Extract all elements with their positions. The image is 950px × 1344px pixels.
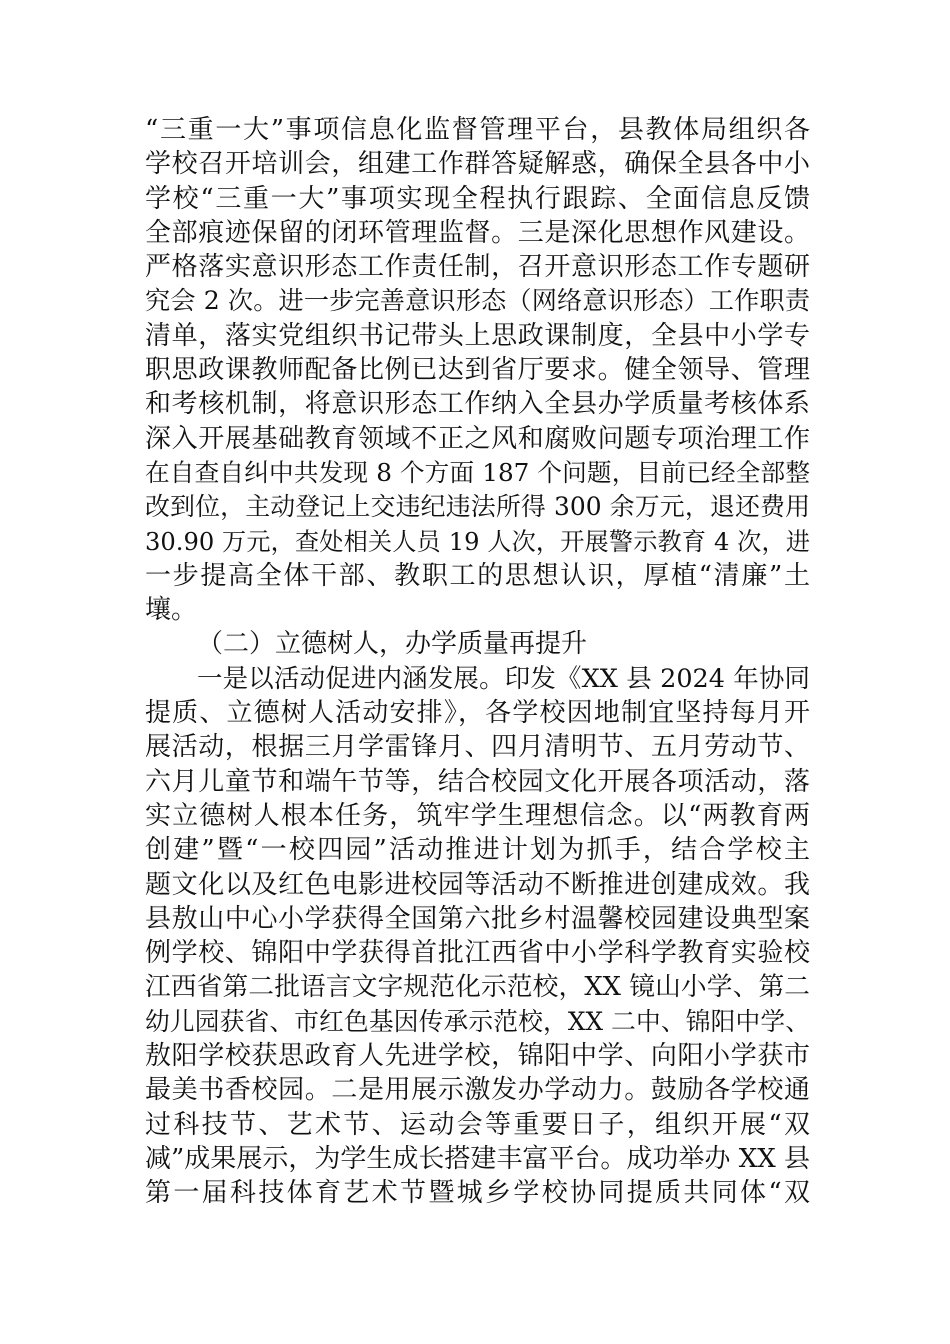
text-line: 改到位，主动登记上交违纪违法所得 300 余万元，退还费用 [145, 492, 810, 522]
text-line: 学校召开培训会，组建工作群答疑解惑，确保全县各中小 [145, 149, 810, 180]
text-line: 全部痕迹保留的闭环管理监督。三是深化思想作风建设。 [145, 217, 810, 248]
text-line: 提质、立德树人活动安排》，各学校因地制宜坚持每月开 [145, 698, 810, 729]
text-line: 最美书香校园。二是用展示激发办学动力。鼓励各学校通 [145, 1075, 810, 1106]
text-line: 深入开展基础教育领域不正之风和腐败问题专项治理工作 [145, 423, 810, 454]
text-line: 过科技节、艺术节、运动会等重要日子，组织开展“双 [145, 1109, 810, 1140]
text-line: 展活动，根据三月学雷锋月、四月清明节、五月劳动节、 [145, 732, 810, 763]
text-line: 在自查自纠中共发现 8 个方面 187 个问题，目前已经全部整 [145, 457, 810, 487]
text-line: 壤。 [145, 595, 198, 626]
text-line: 一是以活动促进内涵发展。印发《XX 县 2024 年协同 [197, 663, 810, 694]
text-line: 一步提高全体干部、教职工的思想认识，厚植“清廉”土 [145, 560, 810, 591]
text-line: 和考核机制，将意识形态工作纳入全县办学质量考核体系 [145, 389, 810, 420]
text-line: 例学校、锦阳中学获得首批江西省中小学科学教育实验校 [145, 938, 810, 969]
body-text [145, 113, 810, 1211]
text-line: 学校“三重一大”事项实现全程执行跟踪、全面信息反馈 [145, 183, 810, 214]
text-line: 职思政课教师配备比例已达到省厅要求。健全领导、管理 [145, 355, 810, 386]
text-line: “三重一大”事项信息化监督管理平台，县教体局组织各 [145, 115, 810, 145]
text-line: 题文化以及红色电影进校园等活动不断推进创建成效。我 [145, 869, 810, 900]
text-line: 30.90 万元，查处相关人员 19 人次，开展警示教育 4 次，进 [145, 527, 810, 556]
text-line: 清单，落实党组织书记带头上思政课制度，全县中小学专 [145, 320, 810, 351]
text-line: 严格落实意识形态工作责任制，召开意识形态工作专题研 [145, 252, 810, 283]
text-line: 究会 2 次。进一步完善意识形态（网络意识形态）工作职责 [145, 286, 810, 316]
text-line: 创建”暨“一校四园”活动推进计划为抓手，结合学校主 [145, 835, 810, 866]
text-line: 敖阳学校获思政育人先进学校，锦阳中学、向阳小学获市 [145, 1041, 810, 1072]
text-line: 实立德树人根本任务，筑牢学生理想信念。以“两教育两 [145, 800, 810, 831]
text-line: 六月儿童节和端午节等，结合校园文化开展各项活动，落 [145, 766, 810, 797]
text-line: 第一届科技体育艺术节暨城乡学校协同提质共同体“双 [145, 1178, 810, 1209]
text-line: 减”成果展示，为学生成长搭建丰富平台。成功举办 XX 县 [145, 1143, 810, 1174]
section-heading: （二）立德树人，办学质量再提升 [197, 629, 588, 660]
text-line: 县敖山中心小学获得全国第六批乡村温馨校园建设典型案 [145, 903, 810, 934]
text-line: 幼儿园获省、市红色基因传承示范校，XX 二中、锦阳中学、 [145, 1006, 810, 1036]
text-line: 江西省第二批语言文字规范化示范校，XX 镜山小学、第二 [145, 972, 810, 1003]
